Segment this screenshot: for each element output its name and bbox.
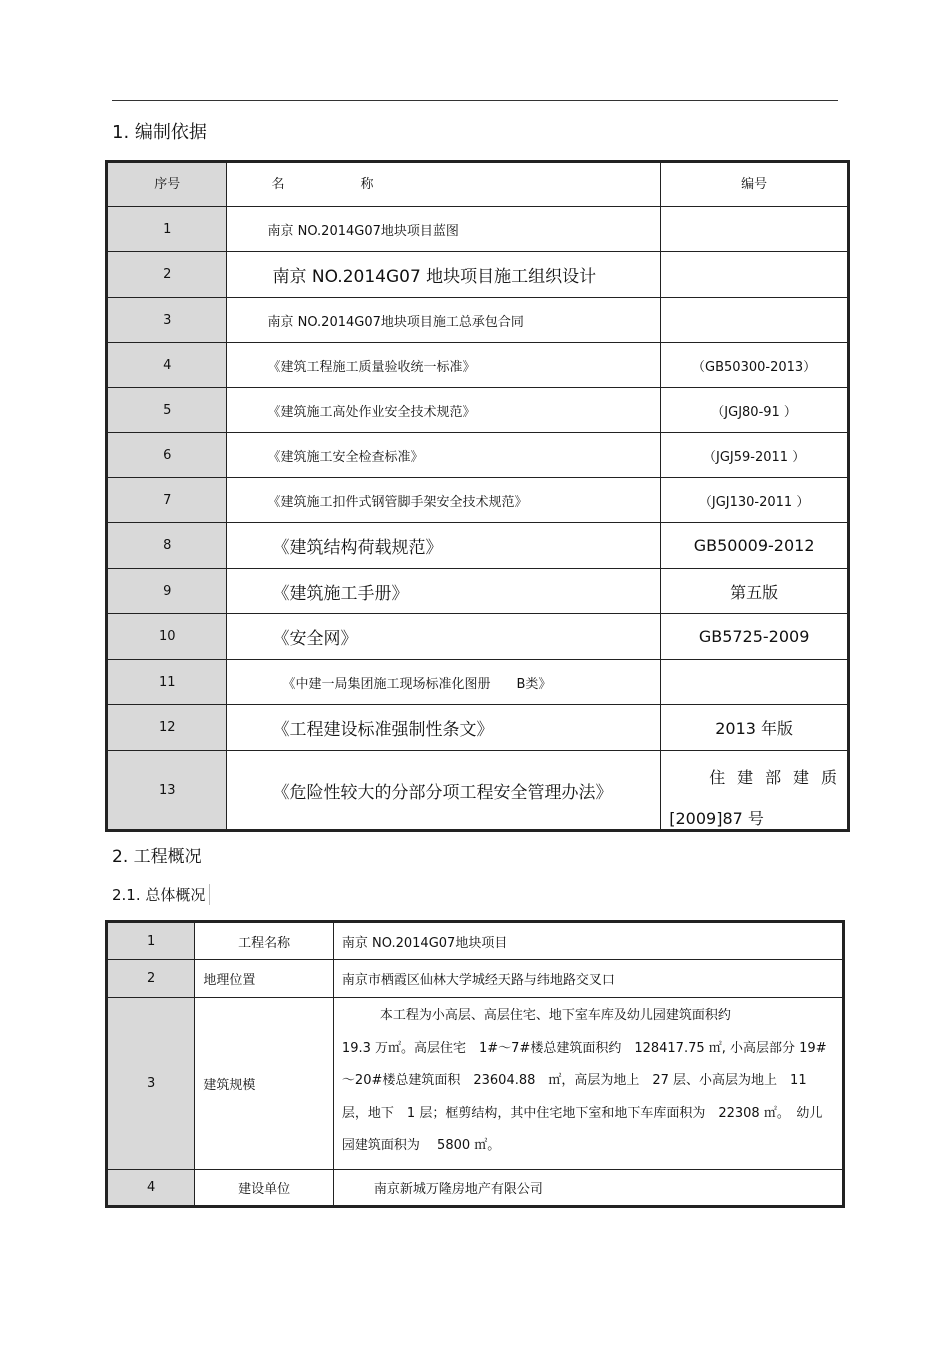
row-code (661, 252, 849, 298)
row-value: 南京新城万隆房地产有限公司 (333, 1169, 843, 1206)
row-code-line1: 住建部建质 (709, 768, 839, 787)
row-name: 《安全网》 (227, 614, 661, 660)
header-name (227, 162, 661, 207)
row-label: 建筑规模 (195, 998, 334, 1170)
row-code: GB5725-2009 (661, 614, 849, 660)
table-row (107, 751, 849, 831)
table-row (107, 388, 849, 433)
header-num: 序号 (107, 162, 227, 207)
header-rule (112, 100, 838, 101)
row-num: 3 (107, 998, 195, 1170)
row-value-rest: 19.3 万㎡。高层住宅 1#～7#楼总建筑面积约 128417.75 ㎡, 小高层部分 19#～20#楼总建筑面积 23604.88 ㎡，高层为地上 27 层、小高层为地上 11 层，地下 1 层；框剪结构，其中住宅地下室和地下车库面积为 22308 ㎡。 幼儿园建筑面积为 5800 ㎡。 (341, 1040, 827, 1153)
row-code: （GB50300-2013） (661, 343, 849, 388)
table-row (107, 569, 849, 614)
row-name: 《建筑施工安全检查标准》 (227, 433, 661, 478)
row-num: 2 (107, 960, 195, 998)
table-row (107, 922, 844, 960)
table-row (107, 433, 849, 478)
row-num: 6 (107, 433, 227, 478)
row-code: （JGJ130-2011 ） (661, 478, 849, 523)
row-num: 10 (107, 614, 227, 660)
row-num: 9 (107, 569, 227, 614)
row-label: 工程名称 (195, 922, 334, 960)
table-row (107, 705, 849, 751)
row-name: 南京 NO.2014G07 地块项目施工组织设计 (227, 252, 661, 298)
row-name: 《工程建设标准强制性条文》 (227, 705, 661, 751)
row-num: 8 (107, 523, 227, 569)
table-row (107, 998, 844, 1170)
row-code (661, 207, 849, 252)
row-num: 12 (107, 705, 227, 751)
header-code: 编号 (661, 162, 849, 207)
row-num: 11 (107, 660, 227, 705)
section-2-title: 2. 工程概况 (112, 847, 202, 867)
header-name-b: 称 (360, 177, 374, 192)
row-name: 《危险性较大的分部分项工程安全管理办法》 (227, 751, 661, 831)
table-row (107, 343, 849, 388)
row-value: 南京 NO.2014G07地块项目 (333, 922, 843, 960)
table-row (107, 298, 849, 343)
row-num: 1 (107, 922, 195, 960)
row-num: 3 (107, 298, 227, 343)
row-code: 2013 年版 (661, 705, 849, 751)
row-num: 1 (107, 207, 227, 252)
row-code (661, 751, 849, 831)
header-name-a: 名 (271, 177, 285, 192)
row-code-line2: [2009]87 号 (669, 809, 764, 828)
row-num: 13 (107, 751, 227, 831)
row-code (661, 298, 849, 343)
row-num: 4 (107, 343, 227, 388)
row-code: （JGJ80-91 ） (661, 388, 849, 433)
row-name: 南京 NO.2014G07地块项目蓝图 (227, 207, 661, 252)
row-name: 《建筑施工高处作业安全技术规范》 (227, 388, 661, 433)
row-name: 《中建一局集团施工现场标准化图册 B类》 (227, 660, 661, 705)
row-code: （JGJ59-2011 ） (661, 433, 849, 478)
table-row (107, 523, 849, 569)
row-num: 5 (107, 388, 227, 433)
table-row (107, 960, 844, 998)
row-name: 《建筑施工扣件式钢管脚手架安全技术规范》 (227, 478, 661, 523)
table-row (107, 660, 849, 705)
table-row (107, 614, 849, 660)
row-name: 南京 NO.2014G07地块项目施工总承包合同 (227, 298, 661, 343)
table-row (107, 1169, 844, 1206)
row-value-line1: 本工程为小高层、高层住宅、地下室车库及幼儿园建筑面积约 (379, 1008, 731, 1023)
section-1-title: 1. 编制依据 (112, 122, 207, 143)
row-code: 第五版 (661, 569, 849, 614)
row-num: 4 (107, 1169, 195, 1206)
overview-table (105, 920, 845, 1208)
row-label: 地理位置 (195, 960, 334, 998)
table-row (107, 252, 849, 298)
row-num: 2 (107, 252, 227, 298)
row-code (661, 660, 849, 705)
row-name: 《建筑施工手册》 (227, 569, 661, 614)
row-label: 建设单位 (195, 1169, 334, 1206)
row-name: 《建筑工程施工质量验收统一标准》 (227, 343, 661, 388)
row-code: GB50009-2012 (661, 523, 849, 569)
table-row (107, 478, 849, 523)
section-2-1-title: 2.1. 总体概况 (112, 884, 210, 905)
row-value: 南京市栖霞区仙林大学城经天路与纬地路交叉口 (333, 960, 843, 998)
table-header-row (107, 162, 849, 207)
row-name: 《建筑结构荷载规范》 (227, 523, 661, 569)
basis-table (105, 160, 850, 832)
table-row (107, 207, 849, 252)
row-num: 7 (107, 478, 227, 523)
row-value (333, 998, 843, 1170)
